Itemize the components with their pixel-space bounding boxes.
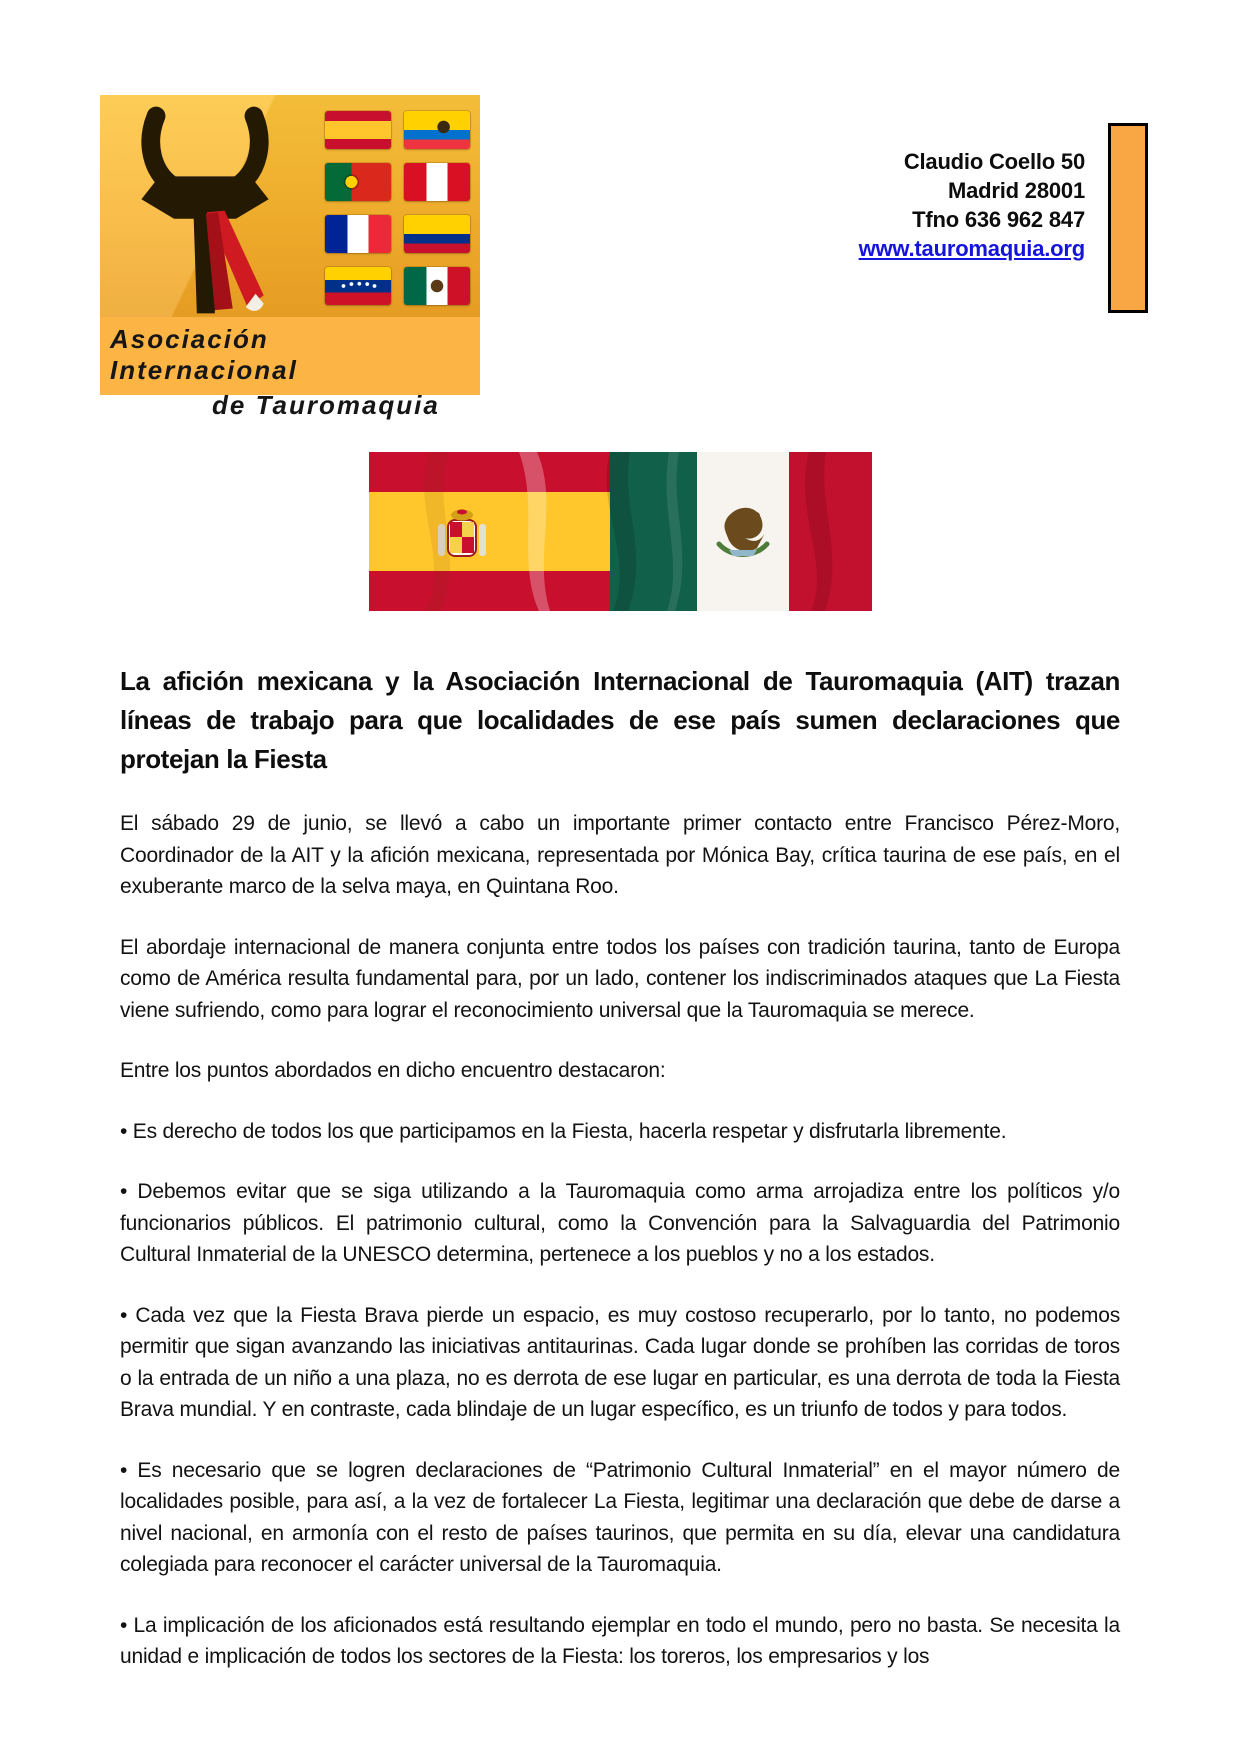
article-body [120, 662, 1120, 1702]
headline: La afición mexicana y la Asociación Internacional de Tauromaquia (AIT) trazan líneas de trabajo para que localidades de ese país sumen declaraciones que protejan la Fiesta [120, 666, 1120, 774]
portugal-flag-icon [325, 163, 391, 201]
spain-mexico-flags-image [369, 452, 872, 611]
paragraph-points-intro: Entre los puntos abordados en dicho encuentro destacaron: [120, 1059, 666, 1082]
colombia-flag-icon [404, 215, 470, 253]
website-link[interactable]: www.tauromaquia.org [858, 236, 1085, 261]
logo-name-band [100, 317, 480, 420]
mexico-flag-icon [404, 267, 470, 305]
bullet-item: • Cada vez que la Fiesta Brava pierde un espacio, es muy costoso recuperarlo, por lo tanto, no podemos permitir que sigan avanzando las iniciativas antitaurinas. Cada lugar donde se prohíben las corridas de toros o la entrada de un niño a una plaza, no es derrota de ese lugar en particular, es una derrota de toda la Fiesta Brava mundial. Y en contraste, cada blindaje de un lugar específico, es un triunfo de todos y para todos. [120, 1303, 1120, 1421]
bullet-item: • Debemos evitar que se siga utilizando a la Tauromaquia como arma arrojadiza entre los políticos y/o funcionarios públicos. El patrimonio cultural, como la Convención para la Salvaguardia del Patrimonio Cultural Inmaterial de la UNESCO determina, pertenece a los pueblos y no a los estados. [120, 1180, 1120, 1266]
contact-block [585, 147, 1085, 263]
paragraph-international-approach: El abordaje internacional de manera conjunta entre todos los países con tradición taurina, tanto de Europa como de América resulta fundamental para, por un lado, contener los indiscriminados ataques que La Fiesta viene sufriendo, como para lograr el reconocimiento universal que la Tauromaquia se merece. [120, 935, 1120, 1022]
org-name-line2: de Tauromaquia [212, 390, 440, 420]
france-flag-icon [325, 215, 391, 253]
bullet-item: • La implicación de los aficionados está resultando ejemplar en todo el mundo, pero no basta. Se necesita la unidad e implicación de todos los sectores de la Fiesta: los toreros, los empresarios y los [120, 1613, 1120, 1668]
ecuador-flag-icon [404, 111, 470, 149]
logo-artwork [100, 95, 480, 317]
paragraph-intro-meeting: El sábado 29 de junio, se llevó a cabo un importante primer contacto entre Francisco Pérez-Moro, Coordinador de la AIT y la afición mexicana, representada por Mónica Bay, crítica taurina de ese país, en el exuberante marco de la selva maya, en Quintana Roo. [120, 812, 1120, 898]
org-name-line1: Asociación Internacional [110, 324, 298, 385]
bullet-item: • Es necesario que se logren declaraciones de “Patrimonio Cultural Inmaterial” en el mayor número de localidades posible, para así, a la vez de fortalecer La Fiesta, legitimar una declaración que debe de darse a nivel nacional, en armonía con el resto de países taurinos, que permita en su día, elevar una candidatura colegiada para reconocer el carácter universal de la Tauromaquia. [120, 1458, 1120, 1576]
ait-logo [100, 95, 480, 420]
bullet-item: • Es derecho de todos los que participamos en la Fiesta, hacerla respetar y disfrutarla libremente. [120, 1119, 1007, 1143]
contact-city: Madrid 28001 [947, 178, 1085, 203]
venezuela-flag-icon [325, 267, 391, 305]
member-country-flags [325, 111, 470, 305]
contact-street: Claudio Coello 50 [903, 149, 1085, 174]
peru-flag-icon [404, 163, 470, 201]
spain-flag-icon [325, 111, 391, 149]
orange-accent-bar [1108, 123, 1148, 313]
contact-phone: Tfno 636 962 847 [912, 207, 1085, 232]
bull-cape-icon [116, 103, 294, 315]
